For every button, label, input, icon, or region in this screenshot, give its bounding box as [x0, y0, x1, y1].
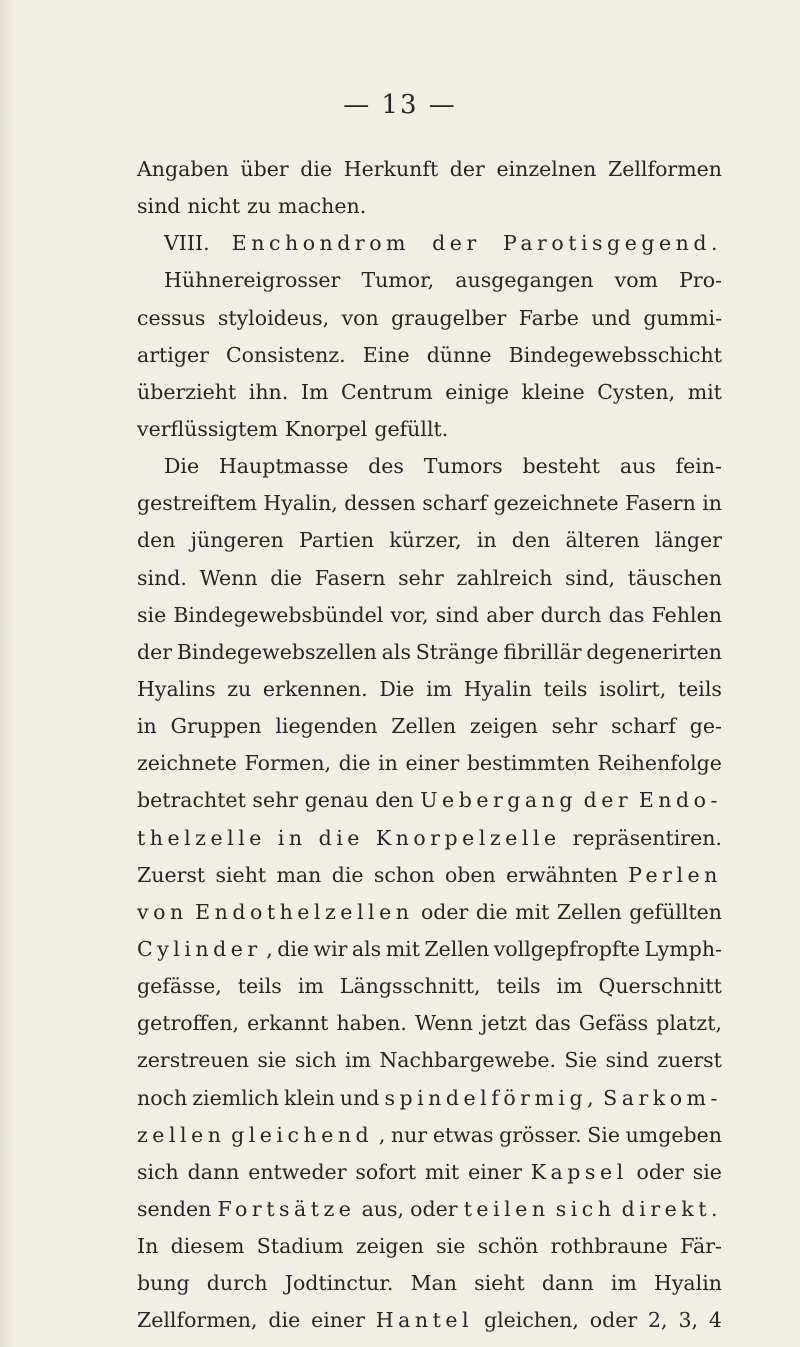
- word: die: [300, 157, 333, 181]
- text-line: [137, 1265, 722, 1302]
- word: erkennen.: [262, 676, 368, 701]
- word: oder: [420, 899, 469, 924]
- word: erwähnten: [506, 862, 618, 887]
- word: vom: [614, 268, 658, 293]
- word: ausgegangen: [455, 268, 594, 293]
- word: Gruppen: [170, 714, 262, 739]
- word: entweder: [248, 1159, 347, 1184]
- word: im: [426, 676, 453, 701]
- word: vollgepfropfte: [493, 936, 640, 961]
- word: dann: [187, 1159, 240, 1184]
- word: Hauptmasse: [218, 454, 349, 479]
- word: oben: [444, 862, 496, 887]
- word: klein: [284, 1085, 335, 1110]
- word: ,: [266, 936, 273, 961]
- word: getroffen,: [137, 1011, 240, 1036]
- text-line: [137, 411, 722, 448]
- spaced-emphasis-word: Fortsätze: [217, 1196, 356, 1221]
- word: styloideus,: [217, 305, 330, 330]
- word: Fehlen: [651, 602, 722, 627]
- text-line: [137, 1080, 722, 1117]
- spaced-emphasis-word: thelzelle: [137, 825, 266, 850]
- word: dann: [541, 1271, 594, 1296]
- text-line: [137, 560, 722, 597]
- word: Fasern: [314, 565, 386, 590]
- text-line: [137, 188, 722, 225]
- word: ihn.: [248, 379, 289, 404]
- word: mit: [687, 379, 722, 404]
- word: einer: [468, 1159, 522, 1184]
- word: der: [449, 157, 485, 181]
- word: zuerst: [657, 1048, 722, 1073]
- word: Centrum: [341, 379, 433, 404]
- word: gefüllt.: [374, 416, 449, 441]
- word: länger: [654, 528, 722, 553]
- text-line: [137, 1154, 722, 1191]
- word: sich: [137, 1159, 179, 1184]
- word: bung: [137, 1271, 190, 1296]
- word: degenerirten: [586, 639, 722, 664]
- word: älteren: [565, 528, 640, 553]
- word: Tumor,: [361, 268, 435, 293]
- word: Längsschnitt,: [339, 974, 481, 999]
- word: aber: [486, 602, 534, 627]
- word: zeigen: [469, 714, 538, 739]
- word: Zellen: [424, 936, 490, 961]
- word: Farbe: [518, 305, 579, 330]
- word: ziemlich: [192, 1085, 279, 1110]
- word: die: [270, 565, 303, 590]
- text-line: [137, 522, 722, 559]
- word: überzieht: [137, 379, 237, 404]
- word: Zuerst: [137, 862, 206, 887]
- word: In: [137, 1234, 159, 1259]
- spaced-emphasis-word: Hantel: [375, 1308, 474, 1333]
- word: isolirt,: [599, 676, 667, 701]
- word: sich: [294, 1048, 337, 1073]
- spaced-emphasis-word: zellen: [137, 1122, 226, 1147]
- spaced-emphasis-word: in: [277, 825, 307, 850]
- word: Querschnitt: [598, 974, 722, 999]
- word: Knorpel: [284, 416, 368, 441]
- word: die: [475, 899, 508, 924]
- word: zahlreich: [456, 565, 553, 590]
- page-binding-edge: [0, 0, 14, 1347]
- word: aus,: [361, 1196, 405, 1221]
- word: und: [339, 1085, 380, 1110]
- word: repräsentiren.: [572, 825, 722, 850]
- word: einer: [311, 1308, 365, 1333]
- word: gezeichnete: [493, 491, 619, 516]
- word: den: [137, 528, 176, 553]
- word: Hyalin,: [263, 491, 338, 516]
- spaced-emphasis-word: Uebergang: [420, 788, 577, 813]
- word: erkannt: [247, 1011, 329, 1036]
- word: liegenden: [275, 714, 378, 739]
- word: Fasern: [625, 491, 696, 516]
- word: den: [511, 528, 551, 553]
- spaced-emphasis-word: Sarkom-: [603, 1085, 722, 1110]
- spaced-emphasis-word: Enchondrom: [231, 231, 410, 256]
- word: Die: [164, 454, 200, 479]
- word: dessen: [344, 491, 416, 516]
- word: Zellen: [556, 899, 622, 924]
- word: oder: [636, 1159, 684, 1184]
- word: täuschen: [627, 565, 722, 590]
- word: platzt,: [656, 1011, 722, 1036]
- word: schön: [477, 1234, 539, 1259]
- word: sehr: [252, 788, 299, 813]
- word: sofort: [355, 1159, 417, 1184]
- spaced-emphasis-word: Perlen: [628, 862, 722, 887]
- word: sie: [257, 1048, 287, 1073]
- word: gleichen,: [483, 1308, 579, 1333]
- word: 4: [708, 1308, 722, 1333]
- word: nur: [390, 1122, 428, 1147]
- word: scharf: [611, 714, 676, 739]
- page-number: — 13 —: [343, 90, 457, 120]
- word: Cysten,: [597, 379, 676, 404]
- word: und: [591, 305, 631, 330]
- spaced-emphasis-word: gleichend: [231, 1122, 374, 1147]
- text-line: [137, 1191, 722, 1228]
- word: Wenn: [414, 1011, 473, 1036]
- word: die: [277, 936, 310, 961]
- word: graugelber: [391, 305, 507, 330]
- text-line: [137, 1302, 722, 1339]
- word: Hühnereigrosser: [164, 268, 341, 293]
- word: genau: [304, 788, 369, 813]
- word: sieht: [474, 1271, 525, 1296]
- word: diesem: [170, 1234, 245, 1259]
- word: von: [341, 305, 379, 330]
- word: wir: [313, 936, 348, 961]
- word: Die: [379, 676, 415, 701]
- word: in: [137, 714, 157, 739]
- word: noch: [137, 1085, 188, 1110]
- word: artiger: [137, 342, 209, 367]
- word: fibrillär: [503, 639, 582, 664]
- word: mit: [385, 936, 420, 961]
- word: den: [375, 788, 414, 813]
- spaced-emphasis-word: der: [432, 231, 481, 256]
- word: Jodtinctur.: [284, 1271, 394, 1296]
- word: im: [344, 1048, 371, 1073]
- word: sieht: [215, 862, 267, 887]
- word: umgeben: [625, 1122, 722, 1147]
- word: zeigen: [355, 1234, 424, 1259]
- text-line: [137, 1042, 722, 1079]
- word: senden: [137, 1196, 212, 1221]
- word: in: [702, 491, 722, 516]
- word: die: [338, 751, 371, 776]
- word: kürzer,: [389, 528, 462, 553]
- word: Tumors: [423, 454, 503, 479]
- word: sind,: [565, 565, 616, 590]
- spaced-emphasis-word: Endothelzellen: [195, 899, 414, 924]
- word: sehr: [398, 565, 444, 590]
- word: gummi-: [643, 305, 722, 330]
- word: der: [137, 639, 173, 664]
- word: Hyalins: [137, 676, 216, 701]
- text-line: [137, 448, 722, 485]
- word: Herkunft: [343, 157, 439, 181]
- word: dünne: [426, 342, 492, 367]
- word: die: [268, 1308, 301, 1333]
- text-line: [137, 745, 722, 782]
- spaced-emphasis-word: der: [583, 788, 633, 813]
- word: ge-: [689, 714, 722, 739]
- word: verflüssigtem: [137, 416, 278, 441]
- word: sind: [137, 194, 181, 219]
- word: haben.: [336, 1011, 407, 1036]
- word: sehr: [551, 714, 598, 739]
- word: Man: [410, 1271, 457, 1296]
- spaced-emphasis-word: von: [137, 899, 188, 924]
- word: etwas: [432, 1122, 494, 1147]
- word: 2,: [648, 1308, 668, 1333]
- word: schon: [373, 862, 435, 887]
- word: Formen,: [244, 751, 332, 776]
- word: in: [476, 528, 497, 553]
- text-line: [137, 597, 722, 634]
- word: betrachtet: [137, 788, 246, 813]
- word: das: [534, 1011, 571, 1036]
- spaced-emphasis-word: spindelförmig,: [384, 1085, 599, 1110]
- word: Hyalin: [463, 676, 532, 701]
- word: im: [556, 974, 583, 999]
- word: nicht: [187, 194, 241, 219]
- word: Zellformen,: [137, 1308, 258, 1333]
- word: durch: [206, 1271, 268, 1296]
- text-line: [137, 820, 722, 857]
- word: Bindegewebsschicht: [508, 342, 722, 367]
- text-line: [137, 337, 722, 374]
- word: teils: [237, 974, 282, 999]
- text-line: [137, 1228, 722, 1265]
- word: Angaben: [137, 157, 229, 181]
- word: gestreiftem: [137, 491, 257, 516]
- spaced-emphasis-word: Knorpelzelle: [375, 825, 561, 850]
- word: die: [331, 862, 364, 887]
- spaced-emphasis-word: direkt.: [621, 1196, 722, 1221]
- word: in: [378, 751, 398, 776]
- word: VIII.: [164, 231, 210, 256]
- word: im: [610, 1271, 637, 1296]
- word: machen.: [278, 194, 367, 219]
- word: man: [276, 862, 322, 887]
- word: scharf: [422, 491, 488, 516]
- word: einige: [445, 379, 509, 404]
- word: cessus: [137, 305, 206, 330]
- word: im: [297, 974, 324, 999]
- word: zerstreuen: [137, 1048, 249, 1073]
- word: Lymph-: [644, 936, 722, 961]
- word: Im: [300, 379, 329, 404]
- word: einzelnen: [496, 157, 597, 181]
- text-line: [137, 708, 722, 745]
- word: gefüllten: [629, 899, 722, 924]
- text-line: [137, 300, 722, 337]
- word: besteht: [522, 454, 601, 479]
- word: über: [240, 157, 289, 181]
- word: teils: [677, 676, 722, 701]
- text-line: [137, 968, 722, 1005]
- spaced-emphasis-word: sich: [555, 1196, 616, 1221]
- word: grösser.: [499, 1122, 582, 1147]
- word: Sie: [587, 1122, 620, 1147]
- word: sind: [435, 602, 480, 627]
- text-line: [137, 634, 722, 671]
- word: Sie: [564, 1048, 598, 1073]
- word: ,: [378, 1122, 386, 1147]
- spaced-emphasis-word: teilen: [463, 1196, 550, 1221]
- word: Gefäss: [578, 1011, 649, 1036]
- text-line: [137, 374, 722, 411]
- text-line: [137, 671, 722, 708]
- word: 3,: [678, 1308, 699, 1333]
- word: Stränge: [415, 639, 499, 664]
- word: oder: [410, 1196, 458, 1221]
- word: gefässe,: [137, 974, 222, 999]
- text-line: [137, 782, 722, 819]
- word: zu: [227, 676, 252, 701]
- word: sie: [692, 1159, 722, 1184]
- word: des: [368, 454, 404, 479]
- word: Stadium: [256, 1234, 344, 1259]
- word: durch: [540, 602, 602, 627]
- word: teils: [496, 974, 541, 999]
- spaced-emphasis-word: Kapsel: [530, 1159, 628, 1184]
- spaced-emphasis-word: Parotisgegend.: [502, 231, 722, 256]
- word: mit: [515, 899, 550, 924]
- spaced-emphasis-word: Cylinder: [137, 936, 262, 961]
- word: einer: [405, 751, 460, 776]
- spaced-emphasis-word: die: [318, 825, 364, 850]
- word: jetzt: [481, 1011, 527, 1036]
- text-line: [137, 262, 722, 299]
- word: rothbraune: [550, 1234, 668, 1259]
- word: Partien: [299, 528, 375, 553]
- text-line: [137, 225, 722, 262]
- text-line: [137, 1005, 722, 1042]
- word: aus: [619, 454, 656, 479]
- body-text: [137, 151, 722, 1340]
- word: Fär-: [680, 1234, 722, 1259]
- word: Eine: [362, 342, 410, 367]
- word: das: [608, 602, 645, 627]
- text-line: [137, 894, 722, 931]
- word: Pro-: [679, 268, 722, 293]
- text-line: [137, 1117, 722, 1154]
- word: sie: [137, 602, 167, 627]
- word: Reihenfolge: [597, 751, 722, 776]
- word: sind: [605, 1048, 649, 1073]
- word: vor,: [390, 602, 429, 627]
- word: als: [351, 936, 382, 961]
- word: Nachbargewebe.: [379, 1048, 557, 1073]
- word: teils: [543, 676, 588, 701]
- text-line: [137, 151, 722, 188]
- word: sie: [436, 1234, 466, 1259]
- word: Consistenz.: [225, 342, 346, 367]
- word: Zellformen: [608, 157, 722, 181]
- text-line: [137, 857, 722, 894]
- word: Zellen: [391, 714, 457, 739]
- word: zeichnete: [137, 751, 237, 776]
- spaced-emphasis-word: Endo-: [638, 788, 722, 813]
- word: jüngeren: [190, 528, 284, 553]
- word: Bindegewebsbündel: [173, 602, 384, 627]
- word: kleine: [521, 379, 585, 404]
- word: Bindegewebszellen: [176, 639, 377, 664]
- text-line: [137, 931, 722, 968]
- word: sind.: [137, 565, 187, 590]
- word: Wenn: [199, 565, 258, 590]
- word: mit: [425, 1159, 460, 1184]
- word: oder: [589, 1308, 638, 1333]
- word: zu: [247, 194, 272, 219]
- word: fein-: [675, 454, 722, 479]
- word: bestimmten: [466, 751, 590, 776]
- word: als: [381, 639, 411, 664]
- text-line: [137, 485, 722, 522]
- word: Hyalin: [653, 1271, 722, 1296]
